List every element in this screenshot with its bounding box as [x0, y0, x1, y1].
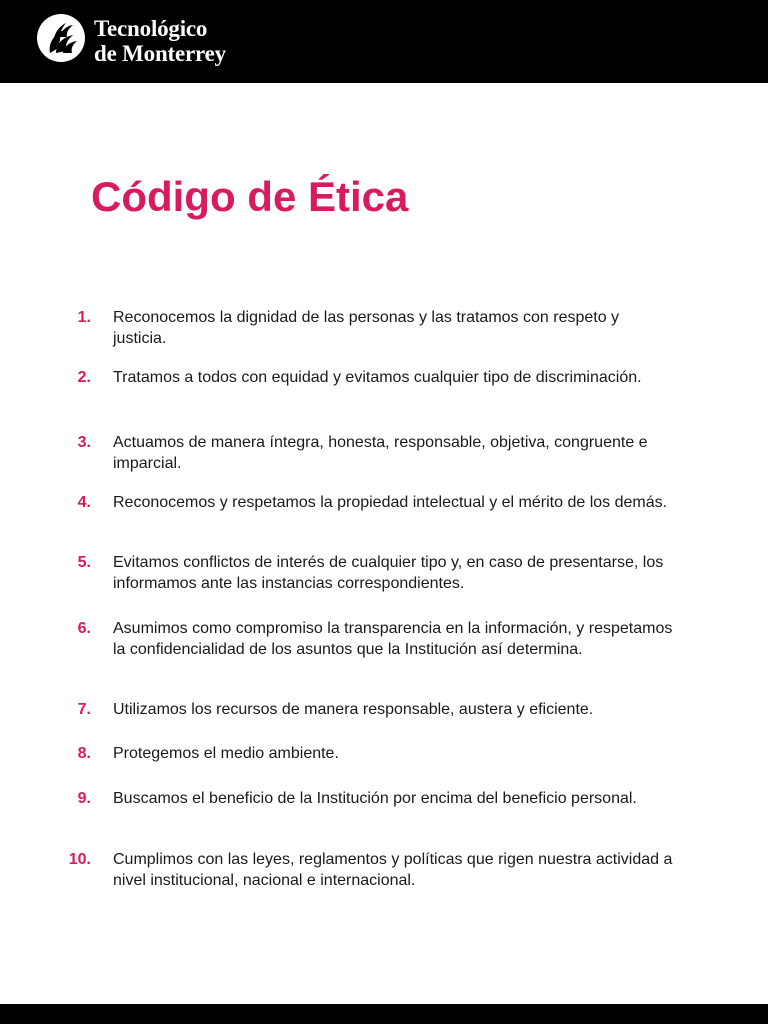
page-title: Código de Ética	[91, 173, 409, 220]
item-text: Reconocemos la dignidad de las personas y las tratamos con respeto y justicia.	[113, 309, 620, 347]
item-number: 9.	[77, 790, 91, 807]
item-text: Tratamos a todos con equidad y evitamos cualquier tipo de discriminación.	[113, 369, 642, 386]
item-text: Actuamos de manera íntegra, honesta, responsable, objetiva, congruente e imparcial.	[113, 434, 648, 472]
brand-name	[94, 16, 226, 66]
brand-line-1: Tecnológico	[94, 16, 208, 41]
item-text: Cumplimos con las leyes, reglamentos y políticas que rigen nuestra actividad a nivel institucional, nacional e internacional.	[113, 851, 673, 889]
item-text: Evitamos conflictos de interés de cualquier tipo y, en caso de presentarse, los informamos ante las instancias correspondientes.	[113, 554, 664, 592]
item-number: 6.	[77, 620, 91, 637]
item-text: Reconocemos y respetamos la propiedad intelectual y el mérito de los demás.	[113, 494, 668, 511]
item-number: 4.	[77, 494, 91, 511]
item-text: Asumimos como compromiso la transparencia en la información, y respetamos la confidencialidad de los asuntos que la Institución así determina.	[113, 620, 673, 658]
item-number: 5.	[77, 554, 91, 571]
item-text: Protegemos el medio ambiente.	[113, 745, 339, 762]
item-number: 3.	[77, 434, 91, 451]
footer-bar	[0, 1004, 768, 1024]
brand-line-2: de Monterrey	[94, 41, 226, 66]
item-text: Utilizamos los recursos de manera responsable, austera y eficiente.	[113, 701, 594, 718]
item-number: 7.	[77, 701, 91, 718]
item-number: 10.	[68, 851, 91, 868]
item-text: Buscamos el beneficio de la Institución por encima del beneficio personal.	[113, 790, 637, 807]
item-number: 2.	[77, 369, 91, 386]
flame-seal-icon	[36, 13, 86, 63]
header-bar	[0, 0, 768, 83]
item-number: 8.	[77, 745, 91, 762]
item-number: 1.	[77, 309, 91, 326]
